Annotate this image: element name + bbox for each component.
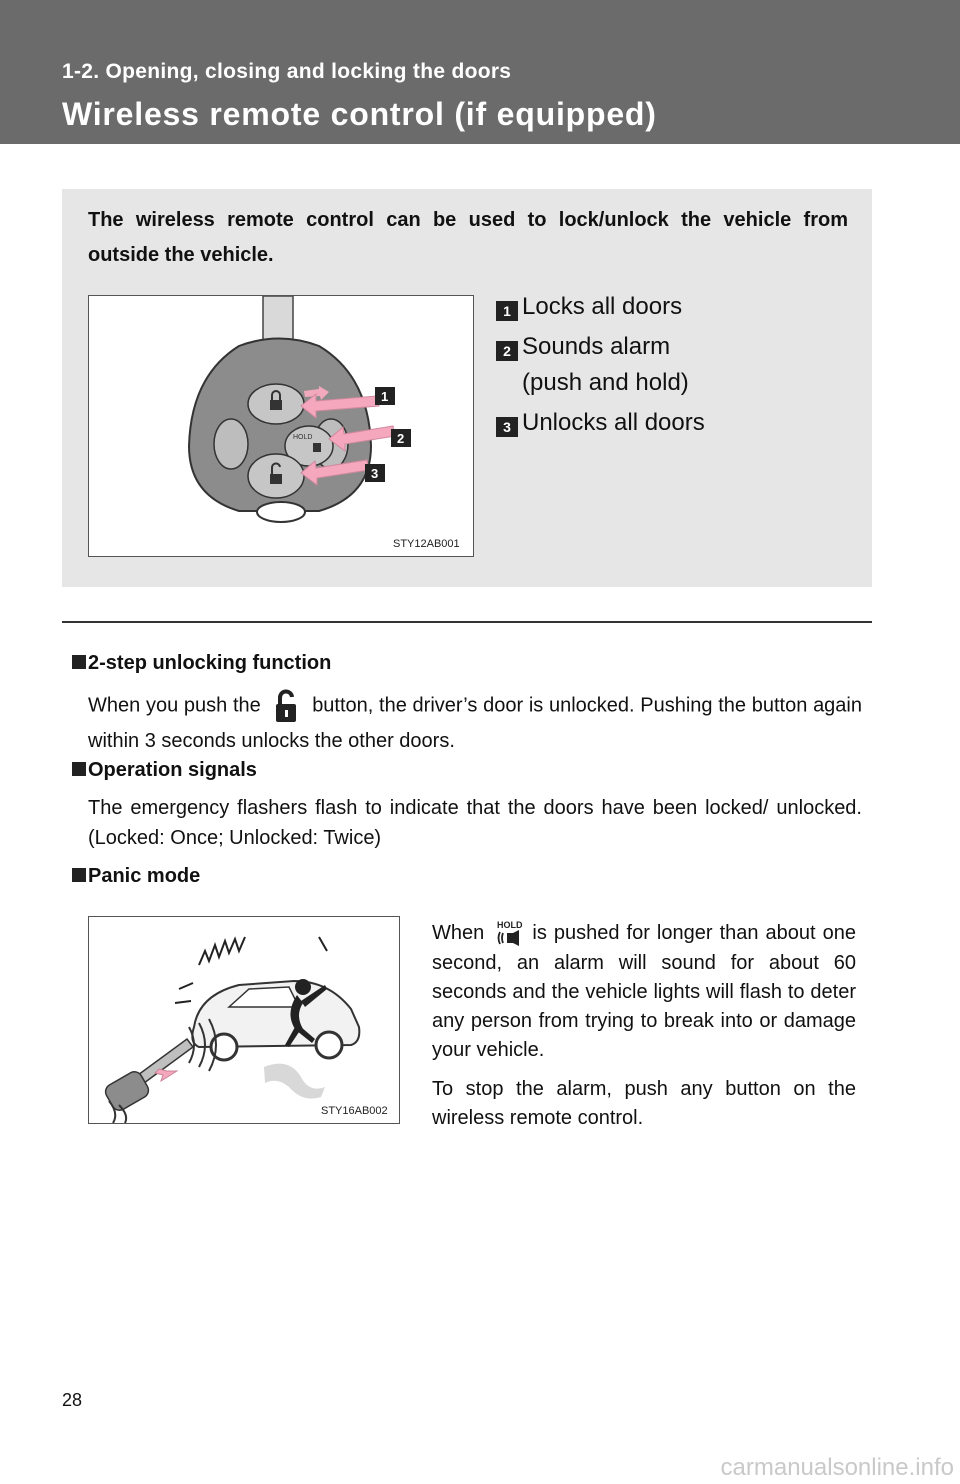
legend-item — [496, 289, 705, 325]
svg-text:3: 3 — [371, 466, 379, 481]
section-title: 1-2. Opening, closing and locking the doors — [62, 60, 512, 83]
legend-number: 2 — [496, 341, 518, 361]
panic-stop-text: To stop the alarm, push any button on the wireless remote control. — [432, 1078, 856, 1129]
divider — [62, 621, 872, 623]
square-bullet-icon — [72, 762, 86, 776]
page-header — [0, 0, 960, 144]
page-title: Wireless remote control (if equipped) — [62, 96, 657, 132]
legend-item — [496, 405, 705, 441]
section-text: The emergency flashers flash to indicate that the doors have been locked/ unlocked. (Locked: Once; Unlocked: Twice) — [88, 797, 862, 849]
legend-label: Sounds alarm — [522, 333, 671, 360]
remote-illustration — [88, 295, 474, 557]
page-number: 28 — [62, 1390, 83, 1410]
svg-text:HOLD: HOLD — [497, 920, 523, 930]
legend-sublabel: (push and hold) — [522, 369, 689, 396]
legend-label: Locks all doors — [522, 293, 683, 320]
square-bullet-icon — [72, 655, 86, 669]
figure-code: STY16AB002 — [321, 1105, 388, 1117]
panic-section — [88, 861, 862, 891]
section-heading: Operation signals — [88, 759, 257, 781]
legend-number: 1 — [496, 301, 518, 321]
panic-illustration — [88, 916, 400, 1124]
legend-number: 3 — [496, 417, 518, 437]
square-bullet-icon — [72, 868, 86, 882]
panic-text: When HOLD is pushed for longer than about one second, an alarm will sound for about 60 seconds and the vehicle lights will flash to deter any person from trying to break into or damage your vehicle. — [432, 920, 857, 1061]
panic-scene-graphic — [89, 917, 399, 1123]
remote-key-graphic — [89, 296, 473, 556]
legend-item — [496, 329, 705, 401]
section-heading: 2-step unlocking function — [88, 652, 332, 674]
watermark: carmanualsonline.info — [720, 1454, 954, 1481]
signals-section — [88, 755, 862, 853]
svg-text:2: 2 — [397, 431, 405, 446]
section-heading: Panic mode — [88, 865, 201, 887]
panic-description — [432, 918, 856, 1133]
svg-text:1: 1 — [381, 389, 389, 404]
panic-hold-icon — [491, 918, 525, 949]
legend — [496, 289, 705, 445]
unlock-icon — [266, 686, 306, 726]
section-text: When you push the button, the driver’s door is unlocked. Pushing the button again within 3 seconds unlocks the other doors. — [88, 686, 862, 756]
legend-label: Unlocks all doors — [522, 409, 705, 436]
figure-code: STY12AB001 — [393, 538, 460, 550]
two-step-section — [88, 648, 862, 756]
intro-text: The wireless remote control can be used to lock/unlock the vehicle from outside the vehicle. — [88, 209, 848, 266]
intro-box — [62, 189, 872, 587]
svg-text:HOLD: HOLD — [293, 434, 313, 441]
